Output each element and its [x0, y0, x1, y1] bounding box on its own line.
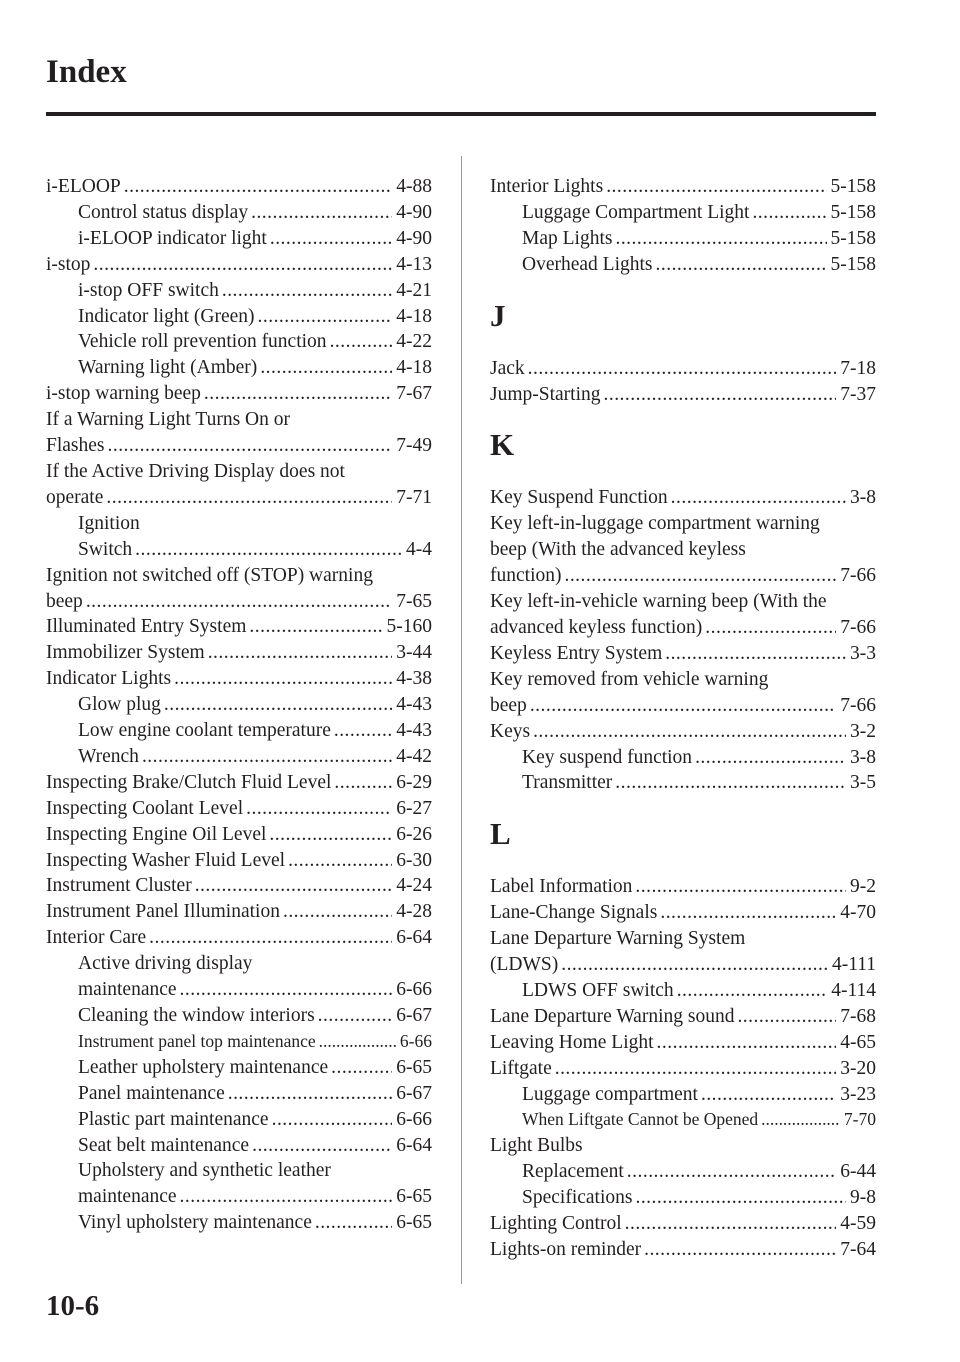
entry-label: advanced keyless function) [490, 616, 703, 638]
index-subentry [490, 200, 876, 226]
dot-leader [677, 978, 828, 1004]
entry-label: i-ELOOP [46, 176, 121, 197]
dot-leader [615, 226, 826, 252]
entry-label: Keys [490, 720, 531, 742]
index-entry [46, 252, 432, 278]
index-entry [46, 899, 432, 925]
dot-leader [174, 666, 392, 692]
entry-label: Switch [78, 538, 133, 560]
entry-page-ref: 5-160 [386, 616, 432, 638]
index-entry-line: beep (With the advanced keyless [490, 539, 746, 561]
dot-leader [334, 718, 392, 744]
index-column-right [490, 174, 876, 1263]
dot-leader [319, 1029, 396, 1055]
entry-page-ref: 4-88 [396, 176, 432, 197]
entry-label: Seat belt maintenance [78, 1134, 250, 1156]
index-subentry [46, 1210, 432, 1236]
entry-page-ref: 6-66 [396, 979, 432, 1001]
index-entry [46, 589, 432, 615]
entry-label: Lane Departure Warning sound [490, 1005, 735, 1027]
entry-label: Low engine coolant temperature [78, 720, 331, 742]
entry-page-ref: 4-22 [396, 331, 432, 353]
entry-label: Key Suspend Function [490, 487, 668, 509]
column-divider [461, 156, 462, 1284]
entry-label: Vehicle roll prevention function [78, 331, 327, 353]
dot-leader [260, 355, 392, 381]
index-entry-line: Active driving display [78, 953, 253, 975]
dot-leader [533, 719, 846, 745]
index-entry [46, 873, 432, 899]
entry-page-ref: 5-158 [830, 227, 876, 249]
entry-label: Lighting Control [490, 1213, 622, 1235]
entry-page-ref: 3-20 [840, 1057, 876, 1079]
entry-page-ref: 3-3 [850, 642, 876, 664]
dot-leader [330, 329, 393, 355]
index-entry [46, 614, 432, 640]
index-entry [490, 641, 876, 667]
index-subentry [490, 1082, 876, 1108]
entry-page-ref: 5-158 [830, 176, 876, 197]
index-subentry [46, 1133, 432, 1159]
dot-leader [149, 925, 392, 951]
dot-leader [251, 200, 392, 226]
index-entry-line: Light Bulbs [490, 1135, 583, 1157]
dot-leader [258, 304, 393, 330]
entry-page-ref: 4-38 [396, 668, 432, 690]
dot-leader [164, 692, 392, 718]
entry-page-ref: 4-114 [831, 979, 876, 1001]
entry-label: Inspecting Engine Oil Level [46, 823, 267, 845]
dot-leader [228, 1081, 393, 1107]
entry-page-ref: 7-71 [396, 486, 432, 508]
dot-leader [705, 615, 836, 641]
index-subentry [46, 977, 432, 1003]
dot-leader [252, 1133, 392, 1159]
entry-label: i-stop [46, 253, 91, 275]
dot-leader [561, 952, 828, 978]
entry-label: Interior Care [46, 927, 147, 949]
entry-page-ref: 4-21 [396, 279, 432, 301]
entry-label: Liftgate [490, 1057, 552, 1079]
dot-leader [331, 1055, 392, 1081]
dot-leader [315, 1210, 392, 1236]
entry-label: Inspecting Washer Fluid Level [46, 849, 286, 871]
index-subentry [46, 718, 432, 744]
index-entry [490, 874, 876, 900]
entry-page-ref: 7-68 [840, 1005, 876, 1027]
entry-page-ref: 6-44 [840, 1161, 876, 1183]
entry-page-ref: 7-70 [843, 1109, 876, 1130]
index-entry [490, 563, 876, 589]
index-entry [490, 1211, 876, 1237]
entry-label: i-ELOOP indicator light [78, 227, 267, 249]
dot-leader [334, 770, 392, 796]
index-entry [46, 770, 432, 796]
dot-leader [635, 874, 846, 900]
entry-label: Map Lights [522, 227, 613, 249]
entry-label: i-stop warning beep [46, 383, 201, 405]
index-entry-line: Ignition [78, 512, 140, 534]
index-entry [490, 900, 876, 926]
index-subentry [46, 200, 432, 226]
dot-leader [318, 1003, 393, 1029]
entry-label: Inspecting Coolant Level [46, 797, 244, 819]
entry-page-ref: 9-8 [850, 1187, 876, 1209]
dot-leader [671, 485, 846, 511]
entry-label: maintenance [78, 1186, 177, 1208]
dot-leader [270, 226, 392, 252]
entry-page-ref: 3-8 [850, 487, 876, 509]
index-subentry [46, 692, 432, 718]
entry-page-ref: 6-29 [396, 771, 432, 793]
index-entry-line: Key left-in-vehicle warning beep (With the [490, 591, 827, 613]
dot-leader [752, 200, 826, 226]
page-number: 10-6 [46, 1290, 100, 1322]
entry-label: Indicator light (Green) [78, 305, 255, 327]
dot-leader [204, 381, 392, 407]
entry-label: Leaving Home Light [490, 1031, 654, 1053]
dot-leader [615, 770, 846, 796]
entry-page-ref: 4-90 [396, 227, 432, 249]
dot-leader [644, 1237, 836, 1263]
dot-leader [195, 873, 393, 899]
entry-page-ref: 4-18 [396, 357, 432, 379]
dot-leader [761, 1107, 840, 1133]
index-entry-line: Key left-in-luggage compartment warning [490, 513, 820, 535]
index-entry [46, 822, 432, 848]
index-entry-line: If a Warning Light Turns On or [46, 409, 290, 431]
entry-page-ref: 3-5 [850, 772, 876, 794]
index-subentry [490, 1185, 876, 1211]
index-entry [46, 381, 432, 407]
entry-label: Keyless Entry System [490, 642, 663, 664]
dot-leader [564, 563, 836, 589]
index-entry-line: Key removed from vehicle warning [490, 668, 769, 690]
index-subentry [46, 1003, 432, 1029]
index-subentry [46, 1107, 432, 1133]
entry-label: Control status display [78, 201, 249, 223]
entry-page-ref: 6-27 [396, 797, 432, 819]
entry-page-ref: 9-2 [850, 876, 876, 898]
entry-page-ref: 6-64 [396, 1134, 432, 1156]
entry-label: LDWS OFF switch [522, 979, 674, 1001]
index-subentry [490, 770, 876, 796]
index-subentry [46, 355, 432, 381]
entry-page-ref: 3-23 [840, 1083, 876, 1105]
dot-leader [283, 899, 392, 925]
index-entry [490, 1004, 876, 1030]
index-subentry [46, 537, 432, 563]
dot-leader [528, 356, 837, 382]
index-subentry [490, 252, 876, 278]
entry-label: Vinyl upholstery maintenance [78, 1212, 312, 1234]
entry-label: When Liftgate Cannot be Opened [522, 1109, 759, 1130]
index-entry [46, 925, 432, 951]
section-letter: L [490, 816, 511, 852]
index-entry [46, 433, 432, 459]
index-entry-line: Upholstery and synthetic leather [78, 1160, 331, 1182]
entry-page-ref: 6-65 [396, 1212, 432, 1234]
entry-page-ref: 5-158 [830, 253, 876, 275]
dot-leader [665, 641, 846, 667]
dot-leader [656, 252, 827, 278]
entry-page-ref: 7-65 [396, 590, 432, 612]
entry-page-ref: 3-44 [396, 642, 432, 664]
entry-page-ref: 4-28 [396, 901, 432, 923]
entry-page-ref: 6-66 [396, 1108, 432, 1130]
dot-leader [180, 1184, 393, 1210]
entry-page-ref: 7-66 [840, 694, 876, 716]
index-entry [46, 796, 432, 822]
entry-label: Plastic part maintenance [78, 1108, 269, 1130]
index-subentry [490, 978, 876, 1004]
entry-page-ref: 6-65 [396, 1186, 432, 1208]
entry-page-ref: 7-18 [840, 357, 876, 379]
entry-label: Label Information [490, 876, 633, 898]
entry-page-ref: 4-42 [396, 745, 432, 767]
dot-leader [701, 1082, 836, 1108]
entry-label: Key suspend function [522, 746, 693, 768]
index-entry [490, 1237, 876, 1263]
entry-label: Interior Lights [490, 176, 604, 197]
dot-leader [657, 1030, 837, 1056]
entry-label: Glow plug [78, 694, 161, 716]
entry-label: Jump-Starting [490, 383, 601, 405]
entry-label: Transmitter [522, 772, 613, 794]
entry-label: Specifications [522, 1187, 633, 1209]
index-subentry [46, 1029, 432, 1055]
entry-label: Luggage Compartment Light [522, 201, 750, 223]
entry-page-ref: 4-18 [396, 305, 432, 327]
index-entry [46, 485, 432, 511]
entry-page-ref: 4-111 [831, 954, 876, 976]
entry-label: Indicator Lights [46, 668, 172, 690]
index-subentry [46, 744, 432, 770]
entry-label: Warning light (Amber) [78, 357, 258, 379]
dot-leader [272, 1107, 393, 1133]
index-entry [46, 848, 432, 874]
entry-page-ref: 4-43 [396, 720, 432, 742]
index-entry-line: If the Active Driving Display does not [46, 460, 345, 482]
index-subentry [46, 329, 432, 355]
dot-leader [606, 174, 826, 200]
index-entry [490, 693, 876, 719]
entry-page-ref: 6-65 [396, 1056, 432, 1078]
index-subentry [490, 1107, 876, 1133]
index-entry [46, 666, 432, 692]
entry-label: Jack [490, 357, 525, 379]
index-entry [46, 640, 432, 666]
index-entry [490, 382, 876, 408]
entry-page-ref: 6-66 [399, 1030, 432, 1051]
dot-leader [269, 822, 392, 848]
index-entry [490, 1030, 876, 1056]
entry-page-ref: 4-24 [396, 875, 432, 897]
dot-leader [604, 382, 837, 408]
entry-label: Instrument panel top maintenance [78, 1030, 316, 1051]
entry-page-ref: 7-66 [840, 565, 876, 587]
dot-leader [106, 485, 392, 511]
index-subentry [490, 1159, 876, 1185]
section-letter: J [490, 297, 506, 333]
index-column-left [46, 174, 432, 1236]
dot-leader [695, 745, 846, 771]
entry-page-ref: 4-90 [396, 201, 432, 223]
entry-page-ref: 4-59 [840, 1213, 876, 1235]
entry-label: Inspecting Brake/Clutch Fluid Level [46, 771, 332, 793]
index-subentry [46, 304, 432, 330]
dot-leader [737, 1004, 836, 1030]
dot-leader [635, 1185, 846, 1211]
entry-page-ref: 5-158 [830, 201, 876, 223]
dot-leader [288, 848, 392, 874]
entry-page-ref: 3-8 [850, 746, 876, 768]
index-subentry [46, 278, 432, 304]
entry-page-ref: 4-43 [396, 694, 432, 716]
entry-page-ref: 7-67 [396, 383, 432, 405]
entry-page-ref: 4-13 [396, 253, 432, 275]
entry-page-ref: 7-49 [396, 435, 432, 457]
dot-leader [625, 1211, 837, 1237]
entry-label: beep [490, 694, 527, 716]
entry-label: (LDWS) [490, 954, 559, 976]
dot-leader [249, 614, 382, 640]
dot-leader [135, 537, 402, 563]
dot-leader [222, 278, 392, 304]
index-entry [46, 174, 432, 200]
entry-label: Replacement [522, 1161, 624, 1183]
entry-label: Wrench [78, 745, 139, 767]
entry-label: Lane-Change Signals [490, 902, 658, 924]
index-entry [490, 719, 876, 745]
index-subentry [46, 1184, 432, 1210]
index-subentry [46, 226, 432, 252]
page-title: Index [46, 54, 127, 90]
index-subentry [490, 226, 876, 252]
index-entry [490, 615, 876, 641]
entry-label: Instrument Panel Illumination [46, 901, 280, 923]
dot-leader [93, 252, 392, 278]
index-entry-line: Lane Departure Warning System [490, 928, 746, 950]
entry-label: Immobilizer System [46, 642, 205, 664]
entry-label: function) [490, 565, 562, 587]
index-entry-line: Ignition not switched off (STOP) warning [46, 564, 373, 586]
entry-label: Instrument Cluster [46, 875, 192, 897]
entry-page-ref: 6-26 [396, 823, 432, 845]
index-subentry [46, 1081, 432, 1107]
section-letter: K [490, 427, 515, 463]
index-entry [490, 174, 876, 200]
entry-label: Overhead Lights [522, 253, 653, 275]
index-entry [490, 485, 876, 511]
entry-page-ref: 3-2 [850, 720, 876, 742]
entry-page-ref: 7-66 [840, 616, 876, 638]
entry-label: operate [46, 486, 104, 508]
entry-page-ref: 4-70 [840, 902, 876, 924]
dot-leader [108, 433, 393, 459]
dot-leader [660, 900, 836, 926]
entry-label: maintenance [78, 979, 177, 1001]
entry-label: Leather upholstery maintenance [78, 1056, 329, 1078]
entry-label: Illuminated Entry System [46, 616, 247, 638]
index-subentry [46, 1055, 432, 1081]
entry-label: Lights-on reminder [490, 1239, 642, 1260]
entry-page-ref: 4-4 [406, 538, 432, 560]
entry-page-ref: 6-67 [396, 1082, 432, 1104]
header-rule [46, 112, 876, 116]
dot-leader [180, 977, 393, 1003]
dot-leader [246, 796, 392, 822]
dot-leader [208, 640, 393, 666]
entry-page-ref: 6-64 [396, 927, 432, 949]
dot-leader [555, 1056, 837, 1082]
dot-leader [142, 744, 392, 770]
dot-leader [86, 589, 392, 615]
dot-leader [530, 693, 836, 719]
entry-label: Panel maintenance [78, 1082, 225, 1104]
entry-page-ref: 7-37 [840, 383, 876, 405]
entry-label: Cleaning the window interiors [78, 1005, 315, 1026]
entry-label: i-stop OFF switch [78, 279, 219, 301]
entry-page-ref: 6-67 [396, 1005, 432, 1026]
index-entry [490, 356, 876, 382]
index-entry [490, 952, 876, 978]
entry-page-ref: 6-30 [396, 849, 432, 871]
dot-leader [124, 174, 393, 200]
entry-label: Luggage compartment [522, 1083, 698, 1105]
entry-label: beep [46, 590, 83, 612]
dot-leader [627, 1159, 836, 1185]
entry-page-ref: 7-64 [840, 1239, 876, 1260]
entry-page-ref: 4-65 [840, 1031, 876, 1053]
entry-label: Flashes [46, 435, 105, 457]
index-subentry [490, 745, 876, 771]
index-entry [490, 1056, 876, 1082]
